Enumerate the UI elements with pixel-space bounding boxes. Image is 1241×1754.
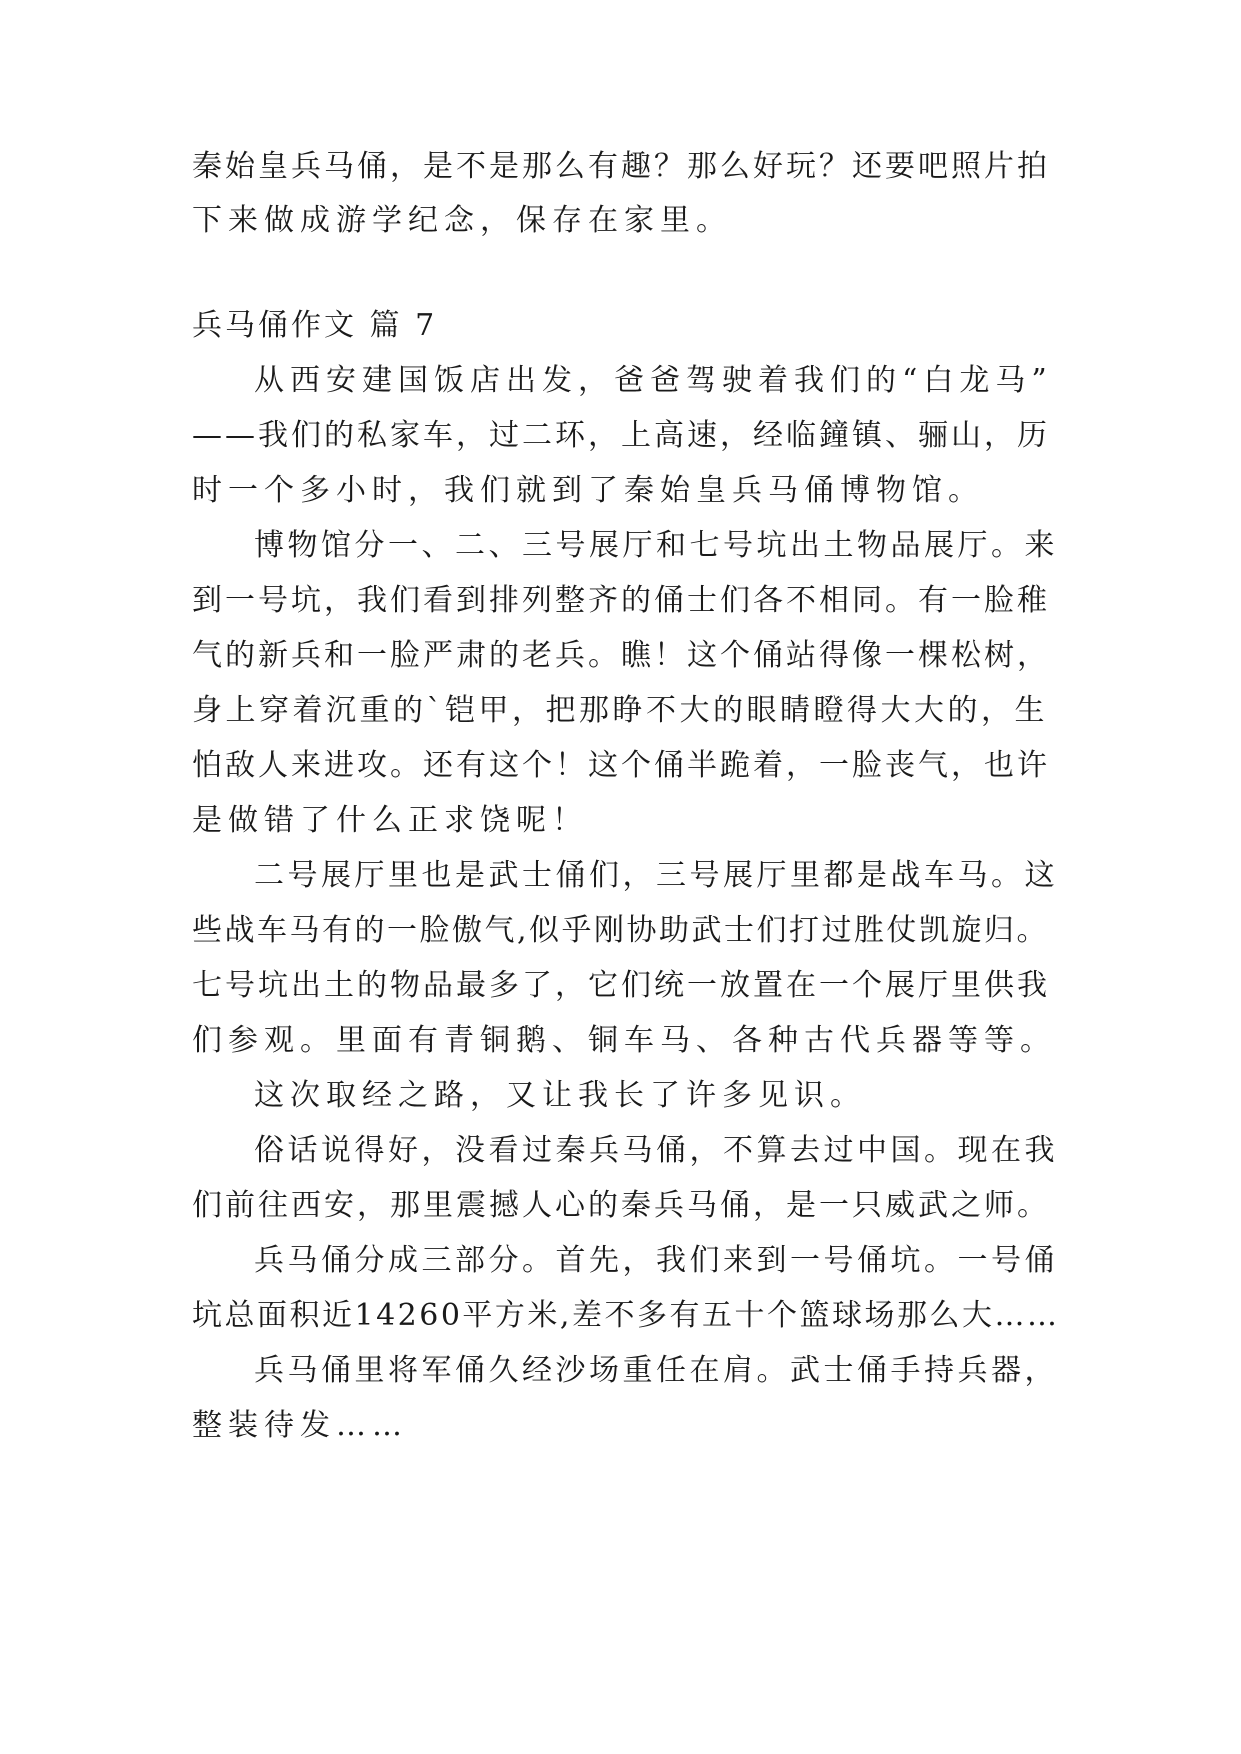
paragraph-line: 身上穿着沉重的`铠甲，把那睁不大的眼睛瞪得大大的，生 (192, 693, 1048, 728)
paragraph-line: 们前往西安，那里震撼人心的秦兵马俑，是一只威武之师。 (192, 1188, 1050, 1223)
paragraph-line: 气的新兵和一脸严肃的老兵。瞧！这个俑站得像一棵松树， (192, 638, 1050, 673)
paragraph-line: 下来做成游学纪念，保存在家里。 (192, 203, 732, 238)
paragraph-line: 这次取经之路，又让我长了许多见识。 (254, 1078, 866, 1113)
paragraph-line: ——我们的私家车，过二环，上高速，经临鐘镇、骊山，历 (192, 418, 1050, 453)
paragraph-line: 秦始皇兵马俑，是不是那么有趣？那么好玩？还要吧照片拍 (192, 149, 1050, 184)
paragraph-line: 些战车马有的一脸傲气,似乎刚协助武士们打过胜仗凯旋归。 (192, 913, 1050, 948)
paragraph-line: 整装待发…… (192, 1408, 408, 1443)
paragraph-line: 兵马俑分成三部分。首先，我们来到一号俑坑。一号俑 (254, 1243, 1058, 1278)
paragraph-line: 坑总面积近14260平方米,差不多有五十个篮球场那么大…… (192, 1298, 1060, 1333)
paragraph-line: 二号展厅里也是武士俑们，三号展厅里都是战车马。这 (254, 858, 1058, 893)
paragraph-line: 从西安建国饭店出发，爸爸驾驶着我们的“白龙马” (254, 363, 1053, 398)
paragraph-line: 博物馆分一、二、三号展厅和七号坑出土物品展厅。来 (254, 528, 1058, 563)
paragraph-line: 时一个多小时，我们就到了秦始皇兵马俑博物馆。 (192, 473, 984, 508)
paragraph-line: 是做错了什么正求饶呢！ (192, 803, 588, 838)
paragraph-line: 兵马俑里将军俑久经沙场重任在肩。武士俑手持兵器， (254, 1353, 1058, 1388)
paragraph-line: 到一号坑，我们看到排列整齐的俑士们各不相同。有一脸稚 (192, 583, 1050, 618)
section-heading: 兵马俑作文 篇 7 (192, 308, 438, 343)
paragraph-line: 俗话说得好，没看过秦兵马俑，不算去过中国。现在我 (254, 1133, 1058, 1168)
paragraph-line: 怕敌人来进攻。还有这个！这个俑半跪着，一脸丧气，也许 (192, 748, 1050, 783)
paragraph-line: 们参观。里面有青铜鹅、铜车马、各种古代兵器等等。 (192, 1023, 1056, 1058)
paragraph-line: 七号坑出土的物品最多了，它们统一放置在一个展厅里供我 (192, 968, 1050, 1003)
